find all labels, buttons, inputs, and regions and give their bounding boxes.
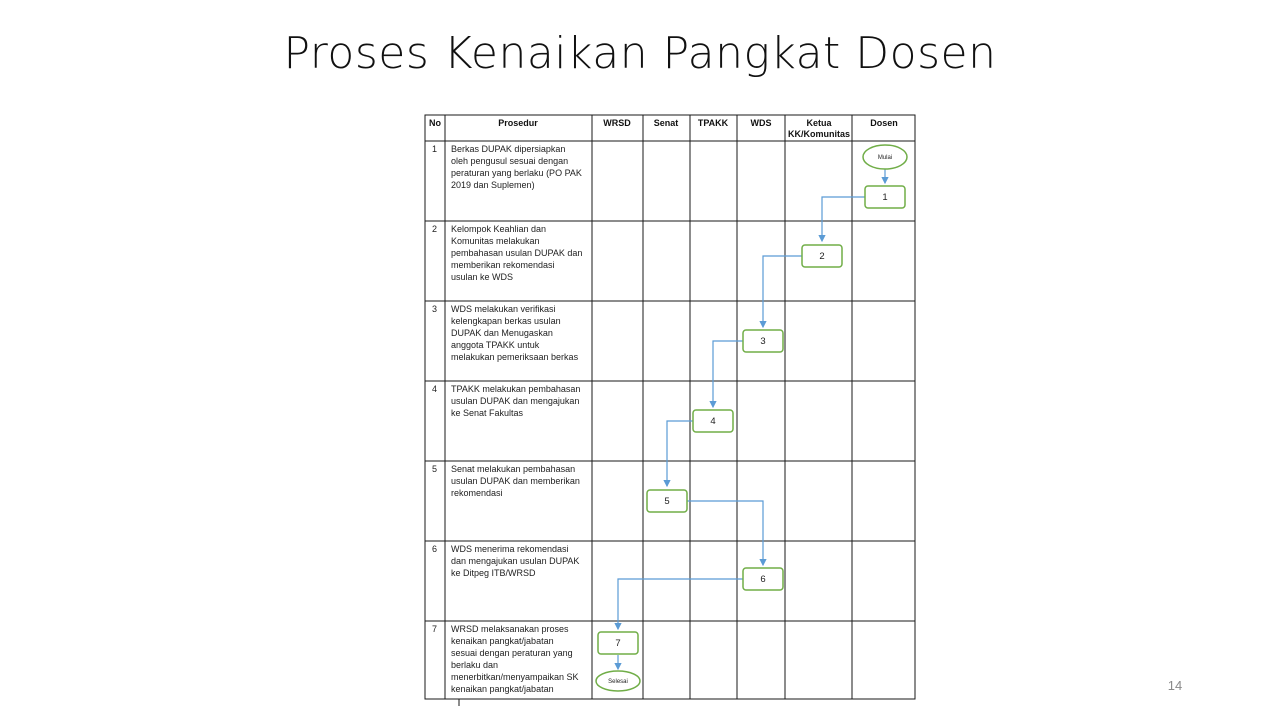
procedure-text-line: Berkas DUPAK dipersiapkan: [451, 144, 566, 154]
end-label: Selesai: [608, 679, 628, 685]
connector-4-5: [667, 421, 693, 486]
header-tpakk: TPAKK: [697, 118, 729, 128]
step-3-label: 3: [760, 336, 766, 347]
step-4-label: 4: [710, 416, 716, 427]
procedure-text-line: WDS menerima rekomendasi: [451, 544, 569, 554]
table-grid: [425, 115, 915, 699]
step-7-label: 7: [615, 638, 621, 649]
table-row: [432, 144, 582, 190]
procedure-text-line: sesuai dengan peraturan yang: [451, 648, 573, 658]
procedure-text-line: kelengkapan berkas usulan: [451, 316, 561, 326]
table-row: [432, 544, 579, 578]
procedure-text-line: 2019 dan Suplemen): [451, 180, 535, 190]
procedure-text-line: Senat melakukan pembahasan: [451, 464, 576, 474]
table-row: [432, 224, 582, 282]
procedure-text-line: usulan ke WDS: [451, 272, 514, 282]
procedure-text-line: menerbitkan/menyampaikan SK: [451, 672, 579, 682]
procedure-text-line: memberikan rekomendasi: [451, 260, 555, 270]
procedure-text-line: Kelompok Keahlian dan: [451, 224, 547, 234]
row-number: 3: [432, 304, 438, 314]
header-no: No: [429, 118, 441, 128]
start-terminal: [863, 145, 907, 169]
row-number: 7: [432, 624, 438, 634]
process-step-7: [598, 632, 638, 654]
connector-1-2: [822, 197, 865, 241]
page-number: 14: [1167, 678, 1183, 693]
end-terminal: [596, 671, 640, 691]
row-number: 4: [432, 384, 438, 394]
process-step-3: [743, 330, 783, 352]
procedure-text-line: melakukan pemeriksaan berkas: [451, 352, 579, 362]
procedure-text-line: WDS melakukan verifikasi: [451, 304, 556, 314]
header-senat: Senat: [653, 118, 679, 128]
procedure-text-line: rekomendasi: [451, 488, 503, 498]
procedure-text-line: peraturan yang berlaku (PO PAK: [451, 168, 582, 178]
procedure-text-line: usulan DUPAK dan mengajukan: [451, 396, 580, 406]
table-row: [432, 464, 580, 498]
step-1-label: 1: [882, 192, 888, 203]
process-step-6: [743, 568, 783, 590]
step-5-label: 5: [664, 496, 670, 507]
procedure-text-line: dan mengajukan usulan DUPAK: [451, 556, 580, 566]
step-6-label: 6: [760, 574, 766, 585]
procedure-text-line: DUPAK dan Menugaskan: [451, 328, 553, 338]
procedure-text-line: TPAKK melakukan pembahasan: [451, 384, 581, 394]
procedure-text-line: berlaku dan: [451, 660, 499, 670]
process-step-5: [647, 490, 687, 512]
procedure-text-line: kenaikan pangkat/jabatan: [451, 684, 554, 694]
table-row: [432, 624, 579, 694]
slide-title: Proses Kenaikan Pangkat Dosen: [283, 28, 997, 79]
process-step-1: [865, 186, 905, 208]
table-header: [429, 118, 898, 139]
header-ketua: Ketua: [806, 118, 832, 128]
row-number: 2: [432, 224, 438, 234]
table-row: [432, 384, 580, 418]
header-kk-komunitas: KK/Komunitas: [787, 129, 851, 139]
row-number: 5: [432, 464, 438, 474]
procedure-text-line: Komunitas melakukan: [451, 236, 540, 246]
flow-connectors: [618, 169, 888, 669]
table-rows: [432, 144, 582, 694]
process-step-4: [693, 410, 733, 432]
table-row: [432, 304, 579, 362]
procedure-text-line: ke Ditpeg ITB/WRSD: [451, 568, 536, 578]
procedure-text-line: pembahasan usulan DUPAK dan: [451, 248, 583, 258]
header-wds: WDS: [750, 118, 772, 128]
step-2-label: 2: [819, 251, 825, 262]
start-label: Mulai: [877, 155, 893, 161]
connector-2-3: [763, 256, 802, 327]
procedure-text-line: kenaikan pangkat/jabatan: [451, 636, 554, 646]
header-dosen: Dosen: [870, 118, 898, 128]
procedure-text-line: usulan DUPAK dan memberikan: [451, 476, 580, 486]
procedure-text-line: ke Senat Fakultas: [451, 408, 524, 418]
connector-3-4: [713, 341, 743, 407]
row-number: 1: [432, 144, 438, 154]
process-step-2: [802, 245, 842, 267]
row-number: 6: [432, 544, 438, 554]
header-prosedur: Prosedur: [498, 118, 538, 128]
procedure-text-line: WRSD melaksanakan proses: [451, 624, 569, 634]
connector-5-6: [687, 501, 763, 565]
procedure-text-line: anggota TPAKK untuk: [451, 340, 540, 350]
procedure-text-line: oleh pengusul sesuai dengan: [451, 156, 569, 166]
header-wrsd: WRSD: [603, 118, 631, 128]
